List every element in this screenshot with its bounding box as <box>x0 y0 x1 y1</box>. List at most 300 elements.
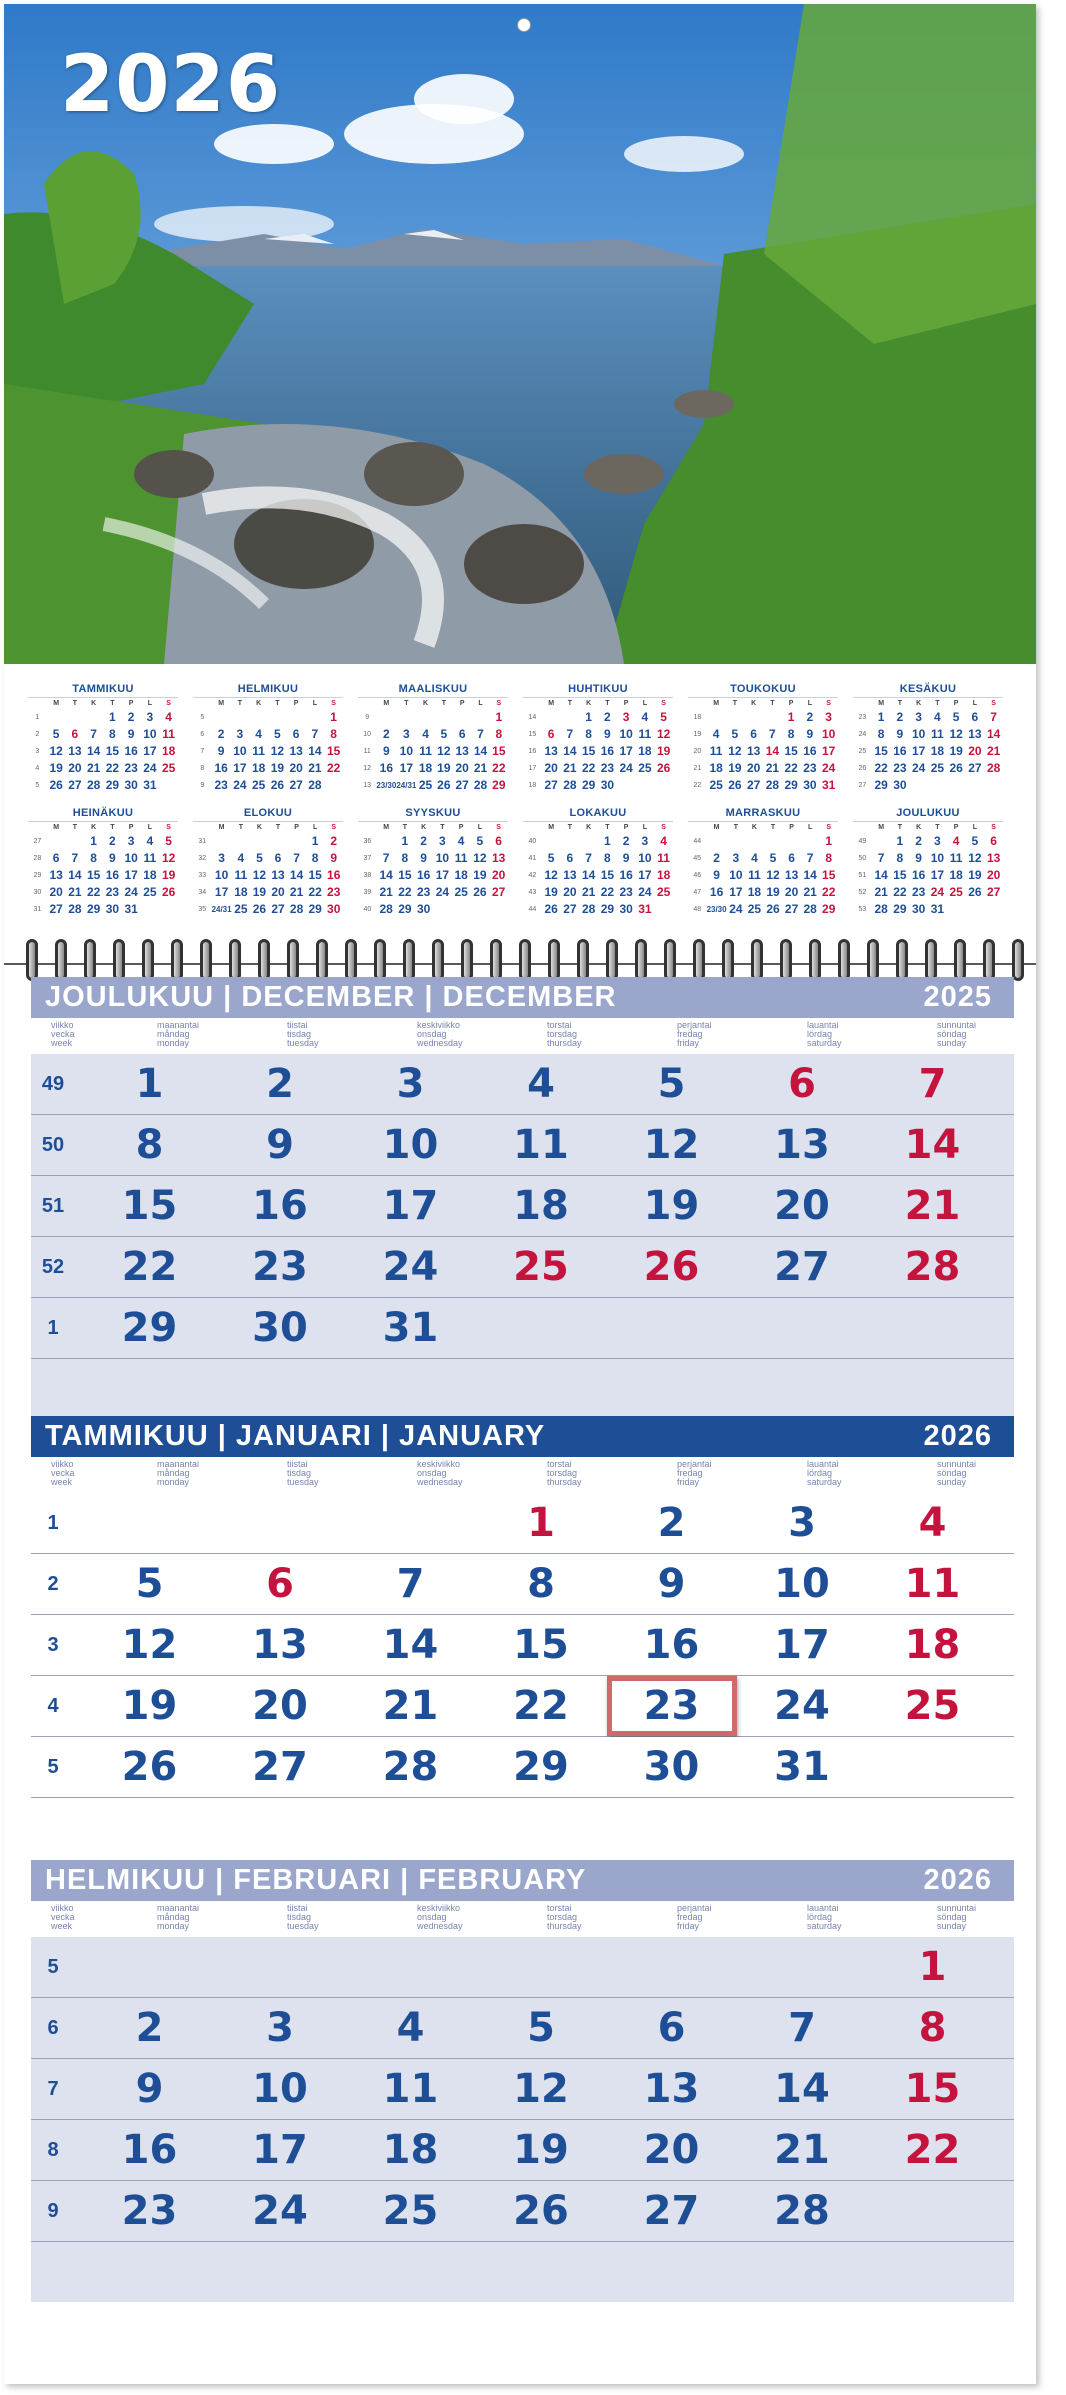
day-cell[interactable]: 5 <box>135 1561 164 1607</box>
mini-month-name: ELOKUU <box>243 807 293 819</box>
mini-day: 23 <box>803 761 817 775</box>
spiral-coil <box>548 939 560 981</box>
mini-day <box>636 777 655 794</box>
mini-day: 15 <box>86 868 101 882</box>
week-row <box>31 1737 1014 1798</box>
mini-day: 21 <box>473 761 488 775</box>
mini-week-number: 31 <box>198 838 207 845</box>
mini-day: 23 <box>214 778 228 792</box>
day-cell[interactable]: 13 <box>774 1122 830 1168</box>
day-cell[interactable]: 15 <box>513 1622 569 1668</box>
day-cell[interactable]: 25 <box>904 1683 961 1729</box>
week-label: viikko vecka week <box>51 1903 75 1931</box>
day-cell[interactable]: 14 <box>774 2066 830 2112</box>
mini-week-number: 18 <box>528 782 537 789</box>
day-cell[interactable]: 2 <box>266 1061 294 1107</box>
day-cell[interactable]: 16 <box>643 1622 700 1668</box>
mini-weekday-letter: L <box>147 824 153 831</box>
mini-day: 30 <box>124 778 138 792</box>
day-cell[interactable]: 26 <box>513 2188 569 2234</box>
mini-weekday-letter: P <box>128 824 134 831</box>
mini-day: 3 <box>403 727 410 741</box>
spiral-coil <box>635 939 647 981</box>
mini-day: 19 <box>252 885 267 899</box>
mini-week-number: 10 <box>363 731 372 738</box>
day-cell[interactable]: 14 <box>382 1622 439 1668</box>
mini-day: 2 <box>330 834 338 848</box>
mini-day: 12 <box>728 744 742 758</box>
mini-day: 7 <box>806 851 814 865</box>
mini-day: 27 <box>49 902 63 916</box>
week-number: 4 <box>47 1695 59 1717</box>
mini-day: 6 <box>788 851 795 865</box>
day-cell[interactable]: 8 <box>135 1122 164 1168</box>
mini-day: 26 <box>968 885 982 899</box>
mini-day: 5 <box>660 710 667 724</box>
day-cell[interactable]: 19 <box>121 1683 178 1729</box>
mini-weekday-letter: K <box>91 700 97 707</box>
day-cell[interactable]: 6 <box>657 2005 686 2051</box>
mini-month-name: HELMIKUU <box>237 683 299 695</box>
mini-day: 9 <box>382 744 390 758</box>
mini-day: 29 <box>784 778 798 792</box>
day-cell[interactable]: 4 <box>396 2005 425 2051</box>
day-cell[interactable]: 12 <box>513 2066 569 2112</box>
day-cell[interactable]: 29 <box>513 1744 569 1790</box>
day-cell[interactable]: 26 <box>643 1244 700 1290</box>
mini-day: 20 <box>68 761 82 775</box>
mini-day: 28 <box>379 902 393 916</box>
mini-day: 15 <box>874 744 888 758</box>
mini-day: 17 <box>930 868 945 882</box>
day-cell[interactable]: 27 <box>643 2188 700 2234</box>
mini-weekday-letter: P <box>953 824 959 831</box>
mini-weekday-letter: M <box>713 824 720 831</box>
day-cell[interactable]: 26 <box>121 1744 178 1790</box>
day-cell[interactable]: 23 <box>121 2188 178 2234</box>
day-cell[interactable]: 29 <box>121 1305 178 1351</box>
mini-day <box>909 777 928 794</box>
mini-day: 16 <box>803 744 817 758</box>
spiral-coil <box>1012 939 1024 981</box>
mini-week-number: 37 <box>363 855 372 862</box>
day-cell[interactable]: 2 <box>135 2005 164 2051</box>
mini-day: 2 <box>896 710 904 724</box>
mini-weekday-letter: K <box>421 824 427 831</box>
spiral-coil <box>432 939 444 981</box>
mini-weekday-letter: M <box>218 824 225 831</box>
day-cell[interactable]: 3 <box>396 1061 425 1107</box>
mini-weekday-header <box>688 822 707 833</box>
week-number: 5 <box>47 1956 59 1978</box>
mini-month-name: TOUKOKUU <box>730 683 796 695</box>
mini-day: 19 <box>270 761 285 775</box>
mini-day: 15 <box>326 744 341 758</box>
day-cell[interactable]: 24 <box>252 2188 308 2234</box>
day-cell[interactable]: 9 <box>135 2066 164 2112</box>
mini-day: 7 <box>585 851 592 865</box>
mini-month-11 <box>688 806 838 918</box>
mini-day: 7 <box>877 851 885 865</box>
week-label: viikko vecka week <box>51 1459 75 1487</box>
weekday-label: perjantai fredag friday <box>677 1903 712 1931</box>
mini-day: 13 <box>986 851 1001 865</box>
mini-day: 20 <box>455 761 469 775</box>
mini-day <box>47 709 66 726</box>
mini-day: 2 <box>622 834 630 848</box>
mini-day: 13 <box>455 744 469 758</box>
day-cell[interactable]: 28 <box>382 1744 439 1790</box>
mini-day: 21 <box>765 761 780 775</box>
mini-day: 6 <box>274 851 282 865</box>
day-cell[interactable]: 31 <box>774 1744 830 1790</box>
mini-weekday-letter: T <box>110 824 115 831</box>
mini-month-name: MAALISKUU <box>398 683 468 695</box>
mini-day <box>47 833 66 850</box>
month-header <box>31 1416 1014 1457</box>
mini-month-7 <box>28 806 178 918</box>
mini-day: 19 <box>766 885 780 899</box>
mini-weekday-letter: S <box>496 824 501 831</box>
mini-day: 7 <box>311 727 319 741</box>
mini-day: 21 <box>379 885 393 899</box>
mini-weekday-letter: T <box>72 824 78 831</box>
mini-day: 9 <box>622 851 630 865</box>
mini-day: 23 <box>911 885 926 899</box>
day-cell[interactable]: 3 <box>788 1500 816 1546</box>
mini-day: 26 <box>270 778 285 792</box>
mini-day: 1 <box>896 834 904 848</box>
day-cell[interactable]: 22 <box>904 2127 961 2173</box>
mini-day <box>212 709 231 726</box>
mini-week-number: 13 <box>363 782 372 789</box>
day-cell[interactable]: 1 <box>527 1500 555 1546</box>
mini-day: 18 <box>251 761 266 775</box>
mini-day: 26 <box>949 761 963 775</box>
spiral-coil <box>490 939 502 981</box>
day-cell[interactable]: 20 <box>643 2127 700 2173</box>
mini-day: 12 <box>270 744 285 758</box>
mini-week-number: 15 <box>528 731 537 738</box>
spiral-coil <box>258 939 270 981</box>
day-cell[interactable]: 17 <box>382 1183 439 1229</box>
mini-day: 12 <box>161 851 176 865</box>
mini-day: 24 <box>638 885 652 899</box>
mini-day: 20 <box>563 885 577 899</box>
spiral-coil <box>55 939 67 981</box>
mini-day: 20 <box>49 885 63 899</box>
day-cell[interactable]: 8 <box>918 2005 947 2051</box>
day-cell[interactable]: 1 <box>135 1061 164 1107</box>
week-row <box>31 2059 1014 2120</box>
day-cell[interactable]: 7 <box>788 2005 816 2051</box>
mini-weekday-letter: L <box>477 824 483 831</box>
month-block-2 <box>31 1416 1014 1798</box>
mini-week-number: 24 <box>858 731 867 738</box>
day-cell[interactable]: 15 <box>121 1183 178 1229</box>
mini-day: 21 <box>308 761 322 775</box>
mini-day: 29 <box>398 902 412 916</box>
day-cell[interactable]: 10 <box>774 1561 830 1607</box>
day-cell[interactable]: 6 <box>788 1061 816 1107</box>
mini-day: 22 <box>581 761 596 775</box>
mini-weekday-letter: T <box>605 700 610 707</box>
mini-weekday-letter: M <box>218 700 225 707</box>
mini-day: 28 <box>581 902 596 916</box>
month-header <box>31 977 1014 1018</box>
mini-weekday-header <box>853 698 872 709</box>
mini-day <box>707 833 727 850</box>
mini-week-number: 44 <box>528 906 537 913</box>
mini-day: 6 <box>52 851 60 865</box>
mini-day: 1 <box>585 710 592 724</box>
mini-month-grid <box>193 697 343 794</box>
mini-day: 21 <box>581 885 596 899</box>
spiral-coil <box>693 939 705 981</box>
day-cell[interactable]: 14 <box>904 1122 961 1168</box>
mini-day: 4 <box>660 834 667 848</box>
mini-weekday-header <box>28 698 47 709</box>
week-label: viikko vecka week <box>51 1020 75 1048</box>
day-cell[interactable]: 12 <box>643 1122 700 1168</box>
mini-day: 6 <box>566 851 574 865</box>
mini-day: 2 <box>127 710 135 724</box>
week-number: 8 <box>47 2139 59 2161</box>
mini-weekday-letter: T <box>110 700 115 707</box>
mini-week-number: 32 <box>198 855 207 862</box>
mini-day: 24 <box>619 761 633 775</box>
mini-weekday-letter: T <box>935 700 940 707</box>
mini-day: 4 <box>457 834 465 848</box>
mini-day: 30 <box>327 902 341 916</box>
mini-day: 6 <box>71 727 79 741</box>
day-cell[interactable]: 27 <box>252 1744 308 1790</box>
mini-week-number: 52 <box>858 889 867 896</box>
mini-day: 13 <box>491 851 506 865</box>
day-cell[interactable]: 11 <box>513 1122 569 1168</box>
mini-weekday-letter: S <box>826 824 832 831</box>
mini-day: 18 <box>638 744 652 758</box>
day-cell[interactable]: 9 <box>266 1122 294 1168</box>
weekday-label: sunnuntai söndag sunday <box>937 1459 977 1487</box>
mini-weekday-letter: M <box>878 824 885 831</box>
month-year: 2025 <box>923 981 992 1013</box>
mini-day <box>250 833 269 850</box>
month-year: 2026 <box>923 1420 992 1452</box>
day-cell[interactable]: 1 <box>918 1944 947 1990</box>
day-cell[interactable]: 10 <box>252 2066 308 2112</box>
mini-weekday-letter: M <box>383 700 390 707</box>
mini-day: 18 <box>949 868 963 882</box>
day-cell[interactable]: 8 <box>527 1561 555 1607</box>
day-cell[interactable]: 19 <box>643 1183 700 1229</box>
mini-day: 27 <box>455 778 469 792</box>
mini-day: 17 <box>399 761 414 775</box>
spiral-coil <box>403 939 415 981</box>
day-cell[interactable]: 21 <box>382 1683 439 1729</box>
mini-day: 14 <box>563 744 577 758</box>
mini-weekday-letter: P <box>788 700 794 707</box>
day-cell[interactable]: 20 <box>774 1183 830 1229</box>
mini-day: 3 <box>146 710 154 724</box>
day-cell[interactable]: 24 <box>774 1683 830 1729</box>
day-cell[interactable]: 3 <box>266 2005 294 2051</box>
mini-day: 4 <box>952 834 960 848</box>
day-cell[interactable]: 7 <box>396 1561 425 1607</box>
day-cell[interactable]: 7 <box>918 1061 947 1107</box>
spiral-coil <box>751 939 763 981</box>
mini-day <box>287 709 306 726</box>
day-cell[interactable]: 28 <box>904 1244 961 1290</box>
day-cell[interactable]: 18 <box>904 1622 961 1668</box>
current-day[interactable]: 23 <box>607 1676 737 1736</box>
mini-day: 18 <box>454 868 468 882</box>
mini-day: 12 <box>252 868 267 882</box>
mini-day: 20 <box>289 761 303 775</box>
day-cell[interactable]: 16 <box>121 2127 178 2173</box>
day-cell[interactable]: 17 <box>774 1622 830 1668</box>
day-cell[interactable]: 28 <box>774 2188 830 2234</box>
mini-day: 6 <box>495 834 502 848</box>
week-number: 7 <box>47 2078 59 2100</box>
mini-week-number: 11 <box>363 748 371 755</box>
weekday-label: tiistai tisdag tuesday <box>287 1903 319 1931</box>
mini-day: 1 <box>825 834 833 848</box>
mini-day: 11 <box>143 851 157 865</box>
mini-weekday-header <box>358 822 377 833</box>
mini-week-number: 38 <box>363 872 372 879</box>
mini-day: 26 <box>728 778 742 792</box>
week-number: 9 <box>47 2200 59 2222</box>
weekday-label: sunnuntai söndag sunday <box>937 1903 977 1931</box>
mini-day: 15 <box>308 868 322 882</box>
mini-week-number: 20 <box>693 748 702 755</box>
day-cell[interactable]: 5 <box>527 2005 555 2051</box>
day-cell[interactable]: 4 <box>918 1500 947 1546</box>
mini-day <box>745 833 764 850</box>
mini-day: 11 <box>748 868 761 882</box>
mini-day: 1 <box>787 710 795 724</box>
day-cell[interactable]: 9 <box>657 1561 686 1607</box>
mini-day: 3 <box>825 710 832 724</box>
day-cell[interactable]: 22 <box>121 1244 178 1290</box>
day-cell[interactable]: 24 <box>382 1244 439 1290</box>
mini-day: 22 <box>398 885 412 899</box>
mini-weekday-letter: T <box>404 700 409 707</box>
day-cell[interactable]: 12 <box>121 1622 178 1668</box>
day-cell[interactable]: 27 <box>774 1244 830 1290</box>
mini-weekday-letter: M <box>383 824 390 831</box>
day-cell[interactable]: 2 <box>657 1500 686 1546</box>
mini-day: 24 <box>821 761 836 775</box>
mini-day: 22 <box>822 885 836 899</box>
weekday-label: maanantai måndag monday <box>157 1903 200 1931</box>
day-cell[interactable]: 21 <box>774 2127 830 2173</box>
day-cell[interactable]: 18 <box>513 1183 569 1229</box>
mini-day: 10 <box>143 727 157 741</box>
day-cell[interactable]: 21 <box>904 1183 961 1229</box>
day-cell[interactable]: 30 <box>643 1744 700 1790</box>
mini-month-4 <box>523 682 673 794</box>
mini-day: 26 <box>252 902 267 916</box>
mini-day: 20 <box>491 868 506 882</box>
day-cell[interactable]: 23 <box>252 1244 308 1290</box>
mini-day: 19 <box>544 885 558 899</box>
mini-weekday-letter: L <box>972 700 978 707</box>
day-cell[interactable]: 25 <box>513 1244 569 1290</box>
mini-day: 14 <box>986 727 1001 741</box>
month-title: TAMMIKUU | JANUARI | JANUARY <box>45 1420 546 1452</box>
mini-day: 27 <box>986 885 1001 899</box>
mini-day: 8 <box>585 727 592 741</box>
day-cell[interactable]: 18 <box>382 2127 439 2173</box>
week-row <box>31 1615 1014 1676</box>
mini-weekday-letter: S <box>166 824 171 831</box>
day-cell[interactable]: 25 <box>382 2188 439 2234</box>
mini-day: 9 <box>896 727 904 741</box>
day-cell[interactable]: 16 <box>252 1183 308 1229</box>
mini-day: 4 <box>712 727 720 741</box>
day-cell[interactable]: 13 <box>252 1622 308 1668</box>
mini-weekday-letter: M <box>713 700 720 707</box>
day-cell[interactable]: 31 <box>382 1305 439 1351</box>
mini-day: 30 <box>911 902 926 916</box>
day-cell[interactable]: 30 <box>252 1305 308 1351</box>
mini-day <box>872 833 891 850</box>
mini-month-grid <box>853 821 1003 918</box>
day-cell[interactable]: 11 <box>382 2066 439 2112</box>
day-cell[interactable]: 20 <box>252 1683 308 1729</box>
day-cell[interactable]: 19 <box>513 2127 569 2173</box>
mini-week-number: 40 <box>363 906 372 913</box>
mini-day: 17 <box>911 744 926 758</box>
mini-day: 20 <box>544 761 558 775</box>
mini-day: 11 <box>234 868 248 882</box>
mini-weekday-letter: K <box>586 824 592 831</box>
day-cell[interactable]: 5 <box>657 1061 686 1107</box>
mini-week-number: 26 <box>858 765 867 772</box>
day-cell[interactable]: 17 <box>252 2127 308 2173</box>
day-cell[interactable]: 15 <box>904 2066 961 2112</box>
week-number: 5 <box>47 1756 59 1778</box>
mini-day: 3 <box>127 834 135 848</box>
mini-day: 8 <box>877 727 885 741</box>
mini-day: 2 <box>217 727 225 741</box>
mini-weekday-letter: L <box>808 824 813 831</box>
weekday-label: torstai torsdag thursday <box>547 1459 582 1487</box>
week-number: 1 <box>47 1512 59 1534</box>
mini-day: 13 <box>271 868 285 882</box>
day-cell[interactable]: 6 <box>266 1561 294 1607</box>
day-cell[interactable]: 10 <box>382 1122 439 1168</box>
month-block-3 <box>31 1860 1014 2302</box>
mini-day: 14 <box>308 744 322 758</box>
mini-month-grid <box>523 697 673 794</box>
day-cell[interactable]: 22 <box>513 1683 569 1729</box>
mini-day: 31 <box>124 902 138 916</box>
day-cell[interactable]: 13 <box>643 2066 700 2112</box>
mini-day <box>269 833 288 850</box>
mini-day: 9 <box>806 727 814 741</box>
spiral-coil <box>171 939 183 981</box>
week-row <box>31 1298 1014 1359</box>
mini-week-number: 53 <box>858 906 867 913</box>
day-cell[interactable]: 4 <box>527 1061 555 1107</box>
mini-day: 25 <box>161 761 176 775</box>
mini-day: 1 <box>495 710 503 724</box>
day-cell[interactable]: 11 <box>904 1561 961 1607</box>
mini-day: 24 <box>143 761 157 775</box>
